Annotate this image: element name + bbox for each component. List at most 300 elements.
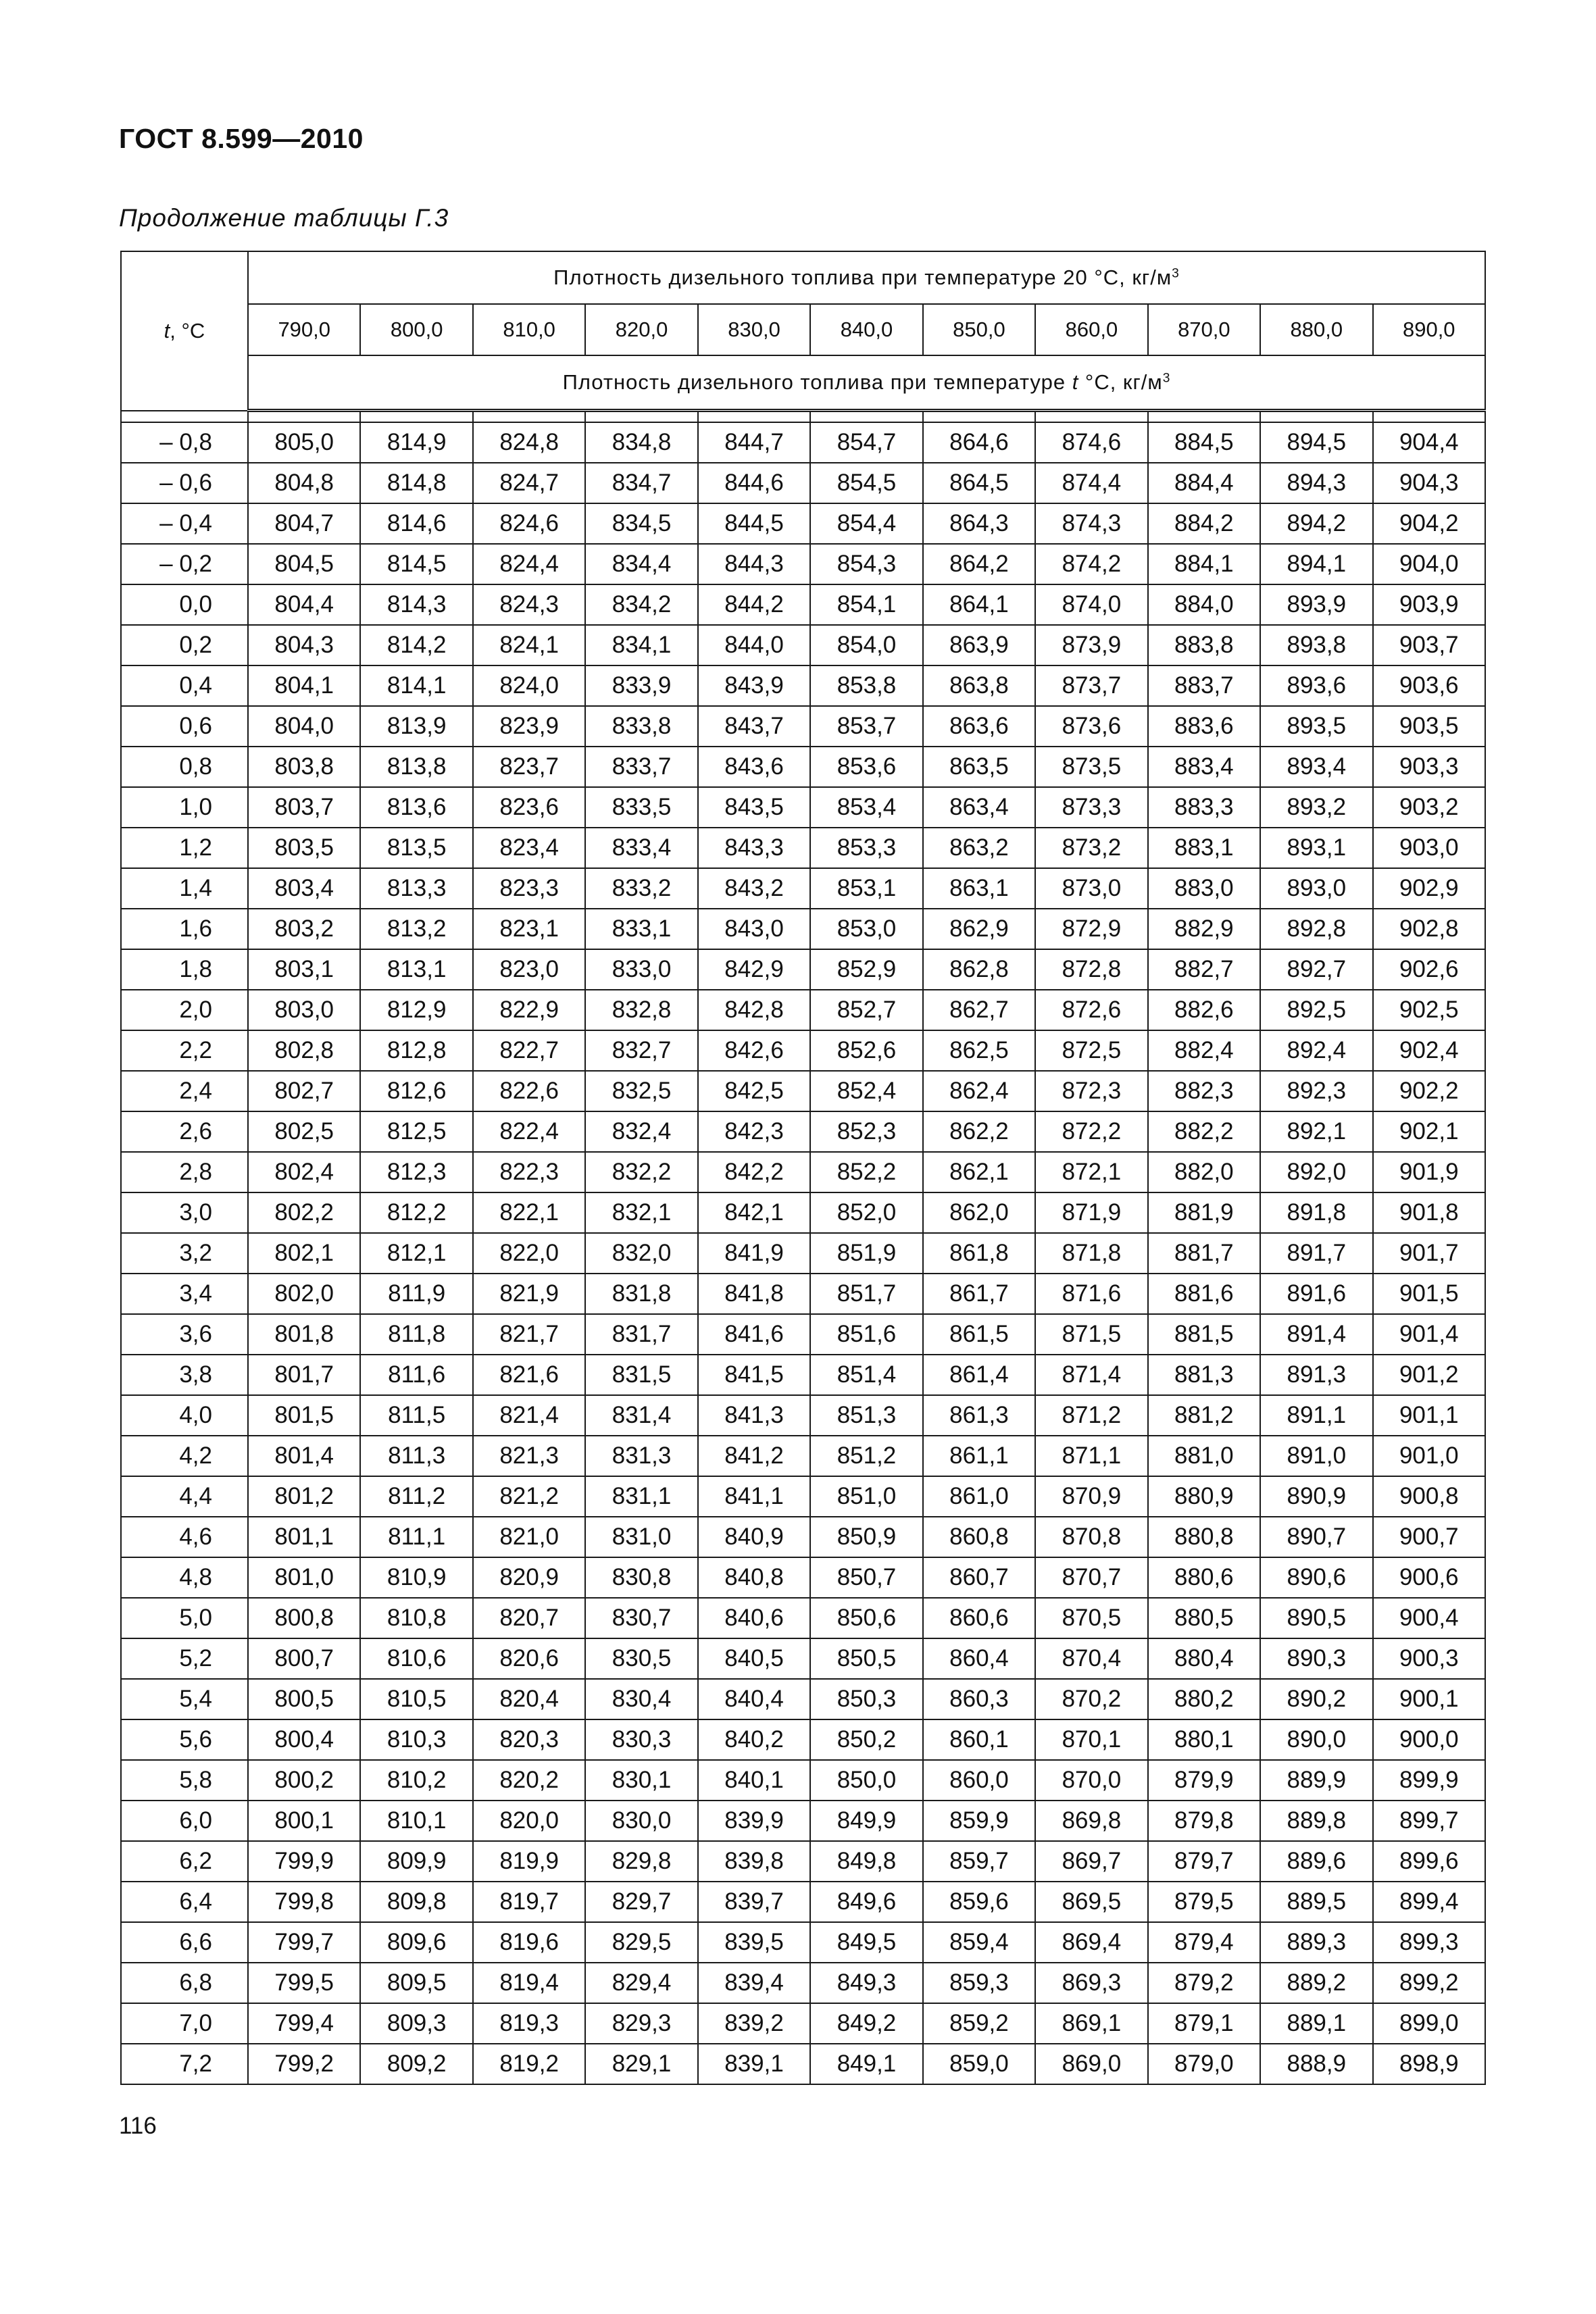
document-code: ГОСТ 8.599—2010	[119, 123, 364, 154]
table-row	[121, 868, 1485, 909]
table-row	[121, 1760, 1485, 1801]
table-row	[121, 1963, 1485, 2003]
density-cell: 800,7	[248, 1638, 360, 1679]
density-cell: 892,5	[1260, 990, 1372, 1030]
density-cell: 889,3	[1260, 1922, 1372, 1963]
temperature-cell: 5,6	[121, 1719, 248, 1760]
density-cell: 862,2	[923, 1111, 1035, 1152]
density-cell: 892,3	[1260, 1071, 1372, 1111]
density-cell: 822,1	[473, 1192, 585, 1233]
density-cell: 810,3	[360, 1719, 472, 1760]
density-cell: 890,2	[1260, 1679, 1372, 1719]
density-cell: 883,1	[1148, 828, 1260, 868]
density-cell: 823,3	[473, 868, 585, 909]
separator-cell	[585, 411, 697, 423]
table-row	[121, 1111, 1485, 1152]
density-cell: 889,9	[1260, 1760, 1372, 1801]
table-row	[121, 1192, 1485, 1233]
density-cell: 863,5	[923, 747, 1035, 787]
density-cell: 832,7	[585, 1030, 697, 1071]
density-cell: 890,6	[1260, 1557, 1372, 1598]
density-cell: 800,4	[248, 1719, 360, 1760]
density-cell: 881,9	[1148, 1192, 1260, 1233]
density-cell: 811,5	[360, 1395, 472, 1436]
density-cell: 841,9	[698, 1233, 810, 1274]
density-cell: 801,5	[248, 1395, 360, 1436]
density-cell: 843,2	[698, 868, 810, 909]
density-cell: 803,8	[248, 747, 360, 787]
density-cell: 849,9	[810, 1801, 922, 1841]
density-cell: 891,1	[1260, 1395, 1372, 1436]
density-cell: 862,7	[923, 990, 1035, 1030]
density-20c-column-4: 820,0	[585, 304, 697, 355]
temperature-cell: 1,4	[121, 868, 248, 909]
density-cell: 814,6	[360, 503, 472, 544]
density-cell: 833,9	[585, 665, 697, 706]
density-cell: 903,3	[1373, 747, 1485, 787]
density-cell: 882,4	[1148, 1030, 1260, 1071]
density-cell: 819,2	[473, 2044, 585, 2084]
density-cell: 883,4	[1148, 747, 1260, 787]
density-cell: 810,6	[360, 1638, 472, 1679]
density-cell: 853,3	[810, 828, 922, 868]
temperature-cell: 0,2	[121, 625, 248, 665]
separator-cell	[1035, 411, 1147, 423]
density-cell: 824,6	[473, 503, 585, 544]
density-cell: 902,9	[1373, 868, 1485, 909]
density-cell: 890,3	[1260, 1638, 1372, 1679]
density-cell: 890,7	[1260, 1517, 1372, 1557]
density-cell: 903,7	[1373, 625, 1485, 665]
density-cell: 843,0	[698, 909, 810, 949]
table-row	[121, 1719, 1485, 1760]
density-cell: 863,2	[923, 828, 1035, 868]
density-cell: 843,5	[698, 787, 810, 828]
density-cell: 831,5	[585, 1355, 697, 1395]
density-cell: 832,1	[585, 1192, 697, 1233]
density-cell: 813,2	[360, 909, 472, 949]
table-row	[121, 1517, 1485, 1557]
density-cell: 850,0	[810, 1760, 922, 1801]
density-20c-column-9: 870,0	[1148, 304, 1260, 355]
density-cell: 869,1	[1035, 2003, 1147, 2044]
separator-cell	[698, 411, 810, 423]
density-cell: 830,0	[585, 1801, 697, 1841]
density-cell: 800,5	[248, 1679, 360, 1719]
density-cell: 903,2	[1373, 787, 1485, 828]
density-cell: 820,2	[473, 1760, 585, 1801]
density-cell: 881,6	[1148, 1274, 1260, 1314]
density-cell: 879,9	[1148, 1760, 1260, 1801]
density-cell: 809,3	[360, 2003, 472, 2044]
density-cell: 859,7	[923, 1841, 1035, 1882]
density-cell: 891,6	[1260, 1274, 1372, 1314]
density-cell: 882,6	[1148, 990, 1260, 1030]
temperature-cell: 6,4	[121, 1882, 248, 1922]
density-cell: 811,3	[360, 1436, 472, 1476]
density-cell: 899,7	[1373, 1801, 1485, 1841]
density-cell: 812,6	[360, 1071, 472, 1111]
density-cell: 844,3	[698, 544, 810, 584]
density-cell: 803,4	[248, 868, 360, 909]
density-cell: 901,9	[1373, 1152, 1485, 1192]
density-cell: 871,9	[1035, 1192, 1147, 1233]
density-cell: 830,7	[585, 1598, 697, 1638]
density-cell: 831,0	[585, 1517, 697, 1557]
density-cell: 829,3	[585, 2003, 697, 2044]
density-cell: 900,8	[1373, 1476, 1485, 1517]
density-cell: 873,0	[1035, 868, 1147, 909]
density-cell: 870,5	[1035, 1598, 1147, 1638]
density-cell: 809,5	[360, 1963, 472, 2003]
density-cell: 863,6	[923, 706, 1035, 747]
density-cell: 840,6	[698, 1598, 810, 1638]
density-cell: 879,2	[1148, 1963, 1260, 2003]
temperature-cell: 0,0	[121, 584, 248, 625]
density-cell: 861,7	[923, 1274, 1035, 1314]
density-cell: 839,1	[698, 2044, 810, 2084]
density-cell: 801,4	[248, 1436, 360, 1476]
table-body	[121, 411, 1485, 2085]
density-cell: 881,0	[1148, 1436, 1260, 1476]
density-cell: 819,3	[473, 2003, 585, 2044]
density-cell: 872,3	[1035, 1071, 1147, 1111]
density-cell: 813,8	[360, 747, 472, 787]
table-row	[121, 706, 1485, 747]
density-cell: 871,1	[1035, 1436, 1147, 1476]
density-cell: 898,9	[1373, 2044, 1485, 2084]
density-cell: 833,2	[585, 868, 697, 909]
density-cell: 814,5	[360, 544, 472, 584]
table-row	[121, 990, 1485, 1030]
table-row	[121, 463, 1485, 503]
density-cell: 873,7	[1035, 665, 1147, 706]
density-cell: 879,0	[1148, 2044, 1260, 2084]
density-cell: 811,2	[360, 1476, 472, 1517]
density-cell: 894,3	[1260, 463, 1372, 503]
table-row	[121, 665, 1485, 706]
density-cell: 900,6	[1373, 1557, 1485, 1598]
density-cell: 860,4	[923, 1638, 1035, 1679]
density-cell: 881,7	[1148, 1233, 1260, 1274]
density-cell: 859,9	[923, 1801, 1035, 1841]
density-cell: 812,1	[360, 1233, 472, 1274]
density-cell: 862,9	[923, 909, 1035, 949]
density-cell: 861,1	[923, 1436, 1035, 1476]
density-cell: 879,1	[1148, 2003, 1260, 2044]
density-cell: 852,0	[810, 1192, 922, 1233]
density-cell: 822,3	[473, 1152, 585, 1192]
density-cell: 801,8	[248, 1314, 360, 1355]
density-cell: 850,5	[810, 1638, 922, 1679]
temperature-cell: 5,8	[121, 1760, 248, 1801]
table-row	[121, 1557, 1485, 1598]
temperature-cell: 1,8	[121, 949, 248, 990]
density-cell: 849,1	[810, 2044, 922, 2084]
density-table	[120, 251, 1486, 2085]
density-cell: 823,9	[473, 706, 585, 747]
density-cell: 839,9	[698, 1801, 810, 1841]
density-cell: 889,8	[1260, 1801, 1372, 1841]
density-cell: 829,7	[585, 1882, 697, 1922]
table-row	[121, 1476, 1485, 1517]
density-cell: 802,5	[248, 1111, 360, 1152]
density-cell: 823,6	[473, 787, 585, 828]
density-cell: 811,9	[360, 1274, 472, 1314]
density-cell: 809,8	[360, 1882, 472, 1922]
density-cell: 811,8	[360, 1314, 472, 1355]
density-cell: 823,4	[473, 828, 585, 868]
density-cell: 873,5	[1035, 747, 1147, 787]
density-cell: 893,0	[1260, 868, 1372, 909]
density-cell: 860,1	[923, 1719, 1035, 1760]
table-row	[121, 1314, 1485, 1355]
density-cell: 864,1	[923, 584, 1035, 625]
density-cell: 859,2	[923, 2003, 1035, 2044]
density-cell: 822,0	[473, 1233, 585, 1274]
density-cell: 883,6	[1148, 706, 1260, 747]
density-cell: 873,6	[1035, 706, 1147, 747]
density-cell: 821,7	[473, 1314, 585, 1355]
temperature-cell: 3,2	[121, 1233, 248, 1274]
density-cell: 859,3	[923, 1963, 1035, 2003]
density-cell: 820,3	[473, 1719, 585, 1760]
density-cell: 899,9	[1373, 1760, 1485, 1801]
density-cell: 869,5	[1035, 1882, 1147, 1922]
temperature-cell: 5,4	[121, 1679, 248, 1719]
density-cell: 844,5	[698, 503, 810, 544]
density-cell: 873,3	[1035, 787, 1147, 828]
density-cell: 840,2	[698, 1719, 810, 1760]
density-cell: 872,2	[1035, 1111, 1147, 1152]
density-cell: 802,2	[248, 1192, 360, 1233]
density-cell: 863,1	[923, 868, 1035, 909]
density-cell: 902,2	[1373, 1071, 1485, 1111]
density-cell: 819,4	[473, 1963, 585, 2003]
density-cell: 884,2	[1148, 503, 1260, 544]
density-cell: 849,8	[810, 1841, 922, 1882]
density-cell: 820,0	[473, 1801, 585, 1841]
density-cell: 820,4	[473, 1679, 585, 1719]
density-cell: 901,0	[1373, 1436, 1485, 1476]
density-cell: 860,6	[923, 1598, 1035, 1638]
density-cell: 849,6	[810, 1882, 922, 1922]
density-cell: 819,7	[473, 1882, 585, 1922]
density-cell: 800,8	[248, 1598, 360, 1638]
density-cell: 874,6	[1035, 422, 1147, 463]
density-cell: 880,5	[1148, 1598, 1260, 1638]
density-cell: 802,4	[248, 1152, 360, 1192]
table-row	[121, 1638, 1485, 1679]
density-cell: 900,3	[1373, 1638, 1485, 1679]
density-cell: 870,9	[1035, 1476, 1147, 1517]
density-cell: 892,4	[1260, 1030, 1372, 1071]
density-cell: 802,1	[248, 1233, 360, 1274]
header-separator-row	[121, 411, 1485, 423]
density-cell: 871,5	[1035, 1314, 1147, 1355]
separator-cell	[1373, 411, 1485, 423]
density-cell: 842,5	[698, 1071, 810, 1111]
temperature-cell: 4,4	[121, 1476, 248, 1517]
temperature-cell: 5,0	[121, 1598, 248, 1638]
density-cell: 841,1	[698, 1476, 810, 1517]
density-cell: 803,0	[248, 990, 360, 1030]
density-cell: 819,6	[473, 1922, 585, 1963]
density-cell: 853,0	[810, 909, 922, 949]
temperature-cell: 5,2	[121, 1638, 248, 1679]
density-cell: 821,9	[473, 1274, 585, 1314]
density-20c-column-5: 830,0	[698, 304, 810, 355]
density-cell: 904,3	[1373, 463, 1485, 503]
density-cell: 829,1	[585, 2044, 697, 2084]
density-cell: 811,1	[360, 1517, 472, 1557]
density-cell: 900,1	[1373, 1679, 1485, 1719]
density-cell: 862,8	[923, 949, 1035, 990]
density-cell: 869,3	[1035, 1963, 1147, 2003]
density-cell: 901,2	[1373, 1355, 1485, 1395]
density-cell: 834,8	[585, 422, 697, 463]
density-t-header-label: Плотность дизельного топлива при температуре t °С, $кг/м^3$	[562, 370, 1171, 394]
density-cell: 859,6	[923, 1882, 1035, 1922]
density-cell: 899,2	[1373, 1963, 1485, 2003]
density-cell: 800,2	[248, 1760, 360, 1801]
table-row	[121, 1274, 1485, 1314]
density-cell: 854,1	[810, 584, 922, 625]
density-cell: 903,6	[1373, 665, 1485, 706]
density-cell: 859,4	[923, 1922, 1035, 1963]
density-cell: 821,4	[473, 1395, 585, 1436]
density-cell: 893,9	[1260, 584, 1372, 625]
density-cell: 801,0	[248, 1557, 360, 1598]
density-cell: 880,2	[1148, 1679, 1260, 1719]
density-cell: 880,6	[1148, 1557, 1260, 1598]
density-cell: 804,3	[248, 625, 360, 665]
density-cell: 834,2	[585, 584, 697, 625]
density-cell: 832,4	[585, 1111, 697, 1152]
table-row	[121, 544, 1485, 584]
table-row	[121, 1071, 1485, 1111]
density-cell: 904,2	[1373, 503, 1485, 544]
density-cell: 830,3	[585, 1719, 697, 1760]
density-cell: 813,3	[360, 868, 472, 909]
density-cell: 833,0	[585, 949, 697, 990]
table-row	[121, 2044, 1485, 2084]
density-cell: 852,3	[810, 1111, 922, 1152]
density-cell: 832,8	[585, 990, 697, 1030]
density-cell: 833,8	[585, 706, 697, 747]
density-cell: 889,6	[1260, 1841, 1372, 1882]
density-cell: 888,9	[1260, 2044, 1372, 2084]
temperature-cell: 3,4	[121, 1274, 248, 1314]
density-cell: 882,2	[1148, 1111, 1260, 1152]
density-cell: 852,9	[810, 949, 922, 990]
density-cell: 870,2	[1035, 1679, 1147, 1719]
density-cell: 883,8	[1148, 625, 1260, 665]
density-cell: 860,3	[923, 1679, 1035, 1719]
temperature-cell: 2,0	[121, 990, 248, 1030]
density-cell: 804,8	[248, 463, 360, 503]
density-cell: 799,2	[248, 2044, 360, 2084]
density-cell: 884,4	[1148, 463, 1260, 503]
density-cell: 891,4	[1260, 1314, 1372, 1355]
density-cell: 821,3	[473, 1436, 585, 1476]
density-cell: 863,8	[923, 665, 1035, 706]
density-cell: 833,4	[585, 828, 697, 868]
density-cell: 881,3	[1148, 1355, 1260, 1395]
density-cell: 851,0	[810, 1476, 922, 1517]
density-cell: 850,7	[810, 1557, 922, 1598]
temperature-cell: 7,0	[121, 2003, 248, 2044]
density-cell: 803,5	[248, 828, 360, 868]
density-cell: 824,8	[473, 422, 585, 463]
temperature-cell: 4,6	[121, 1517, 248, 1557]
density-cell: 833,7	[585, 747, 697, 787]
density-cell: 842,2	[698, 1152, 810, 1192]
density-cell: 903,0	[1373, 828, 1485, 868]
density-cell: 831,7	[585, 1314, 697, 1355]
density-cell: 854,7	[810, 422, 922, 463]
temperature-cell: 4,2	[121, 1436, 248, 1476]
density-cell: 809,2	[360, 2044, 472, 2084]
density-cell: 829,4	[585, 1963, 697, 2003]
density-cell: 861,5	[923, 1314, 1035, 1355]
density-cell: 901,4	[1373, 1314, 1485, 1355]
density-cell: 813,9	[360, 706, 472, 747]
density-cell: 893,8	[1260, 625, 1372, 665]
density-cell: 889,2	[1260, 1963, 1372, 2003]
density-cell: 834,5	[585, 503, 697, 544]
density-cell: 880,8	[1148, 1517, 1260, 1557]
density-cell: 870,0	[1035, 1760, 1147, 1801]
density-cell: 841,2	[698, 1436, 810, 1476]
density-cell: 894,1	[1260, 544, 1372, 584]
density-cell: 820,6	[473, 1638, 585, 1679]
table-row	[121, 1030, 1485, 1071]
table-row	[121, 2003, 1485, 2044]
temperature-cell: 7,2	[121, 2044, 248, 2084]
density-cell: 814,8	[360, 463, 472, 503]
density-cell: 853,8	[810, 665, 922, 706]
density-20c-column-10: 880,0	[1260, 304, 1372, 355]
density-cell: 859,0	[923, 2044, 1035, 2084]
density-cell: 803,7	[248, 787, 360, 828]
density-cell: 894,2	[1260, 503, 1372, 544]
density-cell: 869,7	[1035, 1841, 1147, 1882]
density-cell: 839,7	[698, 1882, 810, 1922]
density-cell: 822,6	[473, 1071, 585, 1111]
density-cell: 804,4	[248, 584, 360, 625]
density-cell: 840,4	[698, 1679, 810, 1719]
density-cell: 854,0	[810, 625, 922, 665]
table-header	[121, 251, 1485, 411]
density-cell: 824,1	[473, 625, 585, 665]
density-cell: 893,6	[1260, 665, 1372, 706]
density-cell: 873,2	[1035, 828, 1147, 868]
table-row	[121, 1922, 1485, 1963]
density-cell: 863,9	[923, 625, 1035, 665]
temperature-cell: 4,8	[121, 1557, 248, 1598]
density-cell: 840,8	[698, 1557, 810, 1598]
density-cell: 813,5	[360, 828, 472, 868]
density-cell: 851,9	[810, 1233, 922, 1274]
density-cell: 893,2	[1260, 787, 1372, 828]
density-cell: 874,2	[1035, 544, 1147, 584]
density-cell: 844,7	[698, 422, 810, 463]
density-cell: 872,6	[1035, 990, 1147, 1030]
density-cell: 880,9	[1148, 1476, 1260, 1517]
density-cell: 823,7	[473, 747, 585, 787]
density-cell: 869,8	[1035, 1801, 1147, 1841]
